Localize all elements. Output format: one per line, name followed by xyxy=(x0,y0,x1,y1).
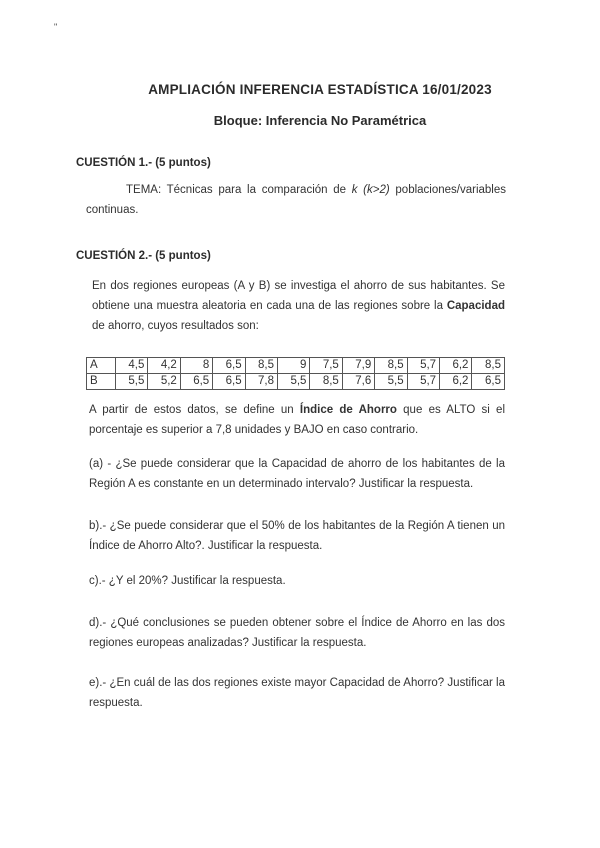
q2-index-start: A partir de estos datos, se define un xyxy=(89,404,300,416)
q2-index-bold: Índice de Ahorro xyxy=(299,404,397,416)
savings-table xyxy=(86,357,505,390)
q2-intro-start: En dos regiones europeas (A y B) se investiga el ahorro de sus habitantes. Se obtiene una muestra aleatoria en cada una de las regiones sobre la xyxy=(92,280,505,312)
q1-tema-prefix: TEMA: Técnicas para la comparación de xyxy=(126,184,352,196)
table-cell: 5,7 xyxy=(407,358,439,374)
q2-intro-bold: Capacidad xyxy=(446,300,505,312)
question-c: c).- ¿Y el 20%? Justificar la respuesta. xyxy=(89,575,286,587)
table-cell: 8,5 xyxy=(472,358,505,374)
exam-title: AMPLIACIÓN INFERENCIA ESTADÍSTICA 16/01/2023 xyxy=(148,82,492,97)
table-cell: 8,5 xyxy=(245,358,277,374)
table-cell: 5,5 xyxy=(278,374,310,390)
table-cell: 5,5 xyxy=(375,374,407,390)
block-subtitle: Bloque: Inferencia No Paramétrica xyxy=(213,113,427,128)
table-cell: 4,5 xyxy=(116,358,148,374)
q1-tema xyxy=(86,180,506,220)
question-a: (a) - ¿Se puede considerar que la Capacidad de ahorro de los habitantes de la Región A es constante en un determinado intervalo? Justificar la respuesta. xyxy=(89,458,505,490)
table-row xyxy=(87,358,505,374)
table-cell: 7,6 xyxy=(342,374,374,390)
table-row-label: B xyxy=(87,374,116,390)
table-cell: 6,5 xyxy=(213,374,245,390)
table-cell: 8,5 xyxy=(375,358,407,374)
scan-mark: " xyxy=(54,22,58,32)
q1-tema-k: k (k>2) xyxy=(351,184,390,196)
q1-tema-suffix: poblaciones/variables continuas. xyxy=(86,184,506,216)
table-cell: 6,2 xyxy=(440,358,472,374)
q2-index-end: que es ALTO si el porcentaje es superior a 7,8 unidades y BAJO en caso contrario. xyxy=(89,404,505,436)
table-cell: 6,2 xyxy=(440,374,472,390)
table-cell: 6,5 xyxy=(180,374,212,390)
question-b: b).- ¿Se puede considerar que el 50% de los habitantes de la Región A tienen un Índice de Ahorro Alto?. Justificar la respuesta. xyxy=(89,520,505,552)
table-cell: 7,5 xyxy=(310,358,342,374)
table-cell: 8 xyxy=(180,358,212,374)
question-e: e).- ¿En cuál de las dos regiones existe mayor Capacidad de Ahorro? Justificar la respuesta. xyxy=(89,677,505,709)
table-cell: 6,5 xyxy=(213,358,245,374)
q2-index-definition xyxy=(89,400,505,440)
table-cell: 5,2 xyxy=(148,374,180,390)
q1-heading: CUESTIÓN 1.- (5 puntos) xyxy=(76,157,211,169)
table-cell: 7,9 xyxy=(342,358,374,374)
question-d: d).- ¿Qué conclusiones se pueden obtener sobre el Índice de Ahorro en las dos regiones europeas analizadas? Justificar la respuesta. xyxy=(89,617,505,649)
q2-heading: CUESTIÓN 2.- (5 puntos) xyxy=(76,250,211,262)
table-cell: 5,7 xyxy=(407,374,439,390)
q2-intro xyxy=(92,276,505,336)
table-cell: 7,8 xyxy=(245,374,277,390)
table-cell: 5,5 xyxy=(116,374,148,390)
q2-intro-end: de ahorro, cuyos resultados son: xyxy=(92,320,259,332)
table-row-label: A xyxy=(87,358,116,374)
table-cell: 9 xyxy=(278,358,310,374)
table-cell: 4,2 xyxy=(148,358,180,374)
table-cell: 8,5 xyxy=(310,374,342,390)
table-row xyxy=(87,374,505,390)
table-cell: 6,5 xyxy=(472,374,505,390)
